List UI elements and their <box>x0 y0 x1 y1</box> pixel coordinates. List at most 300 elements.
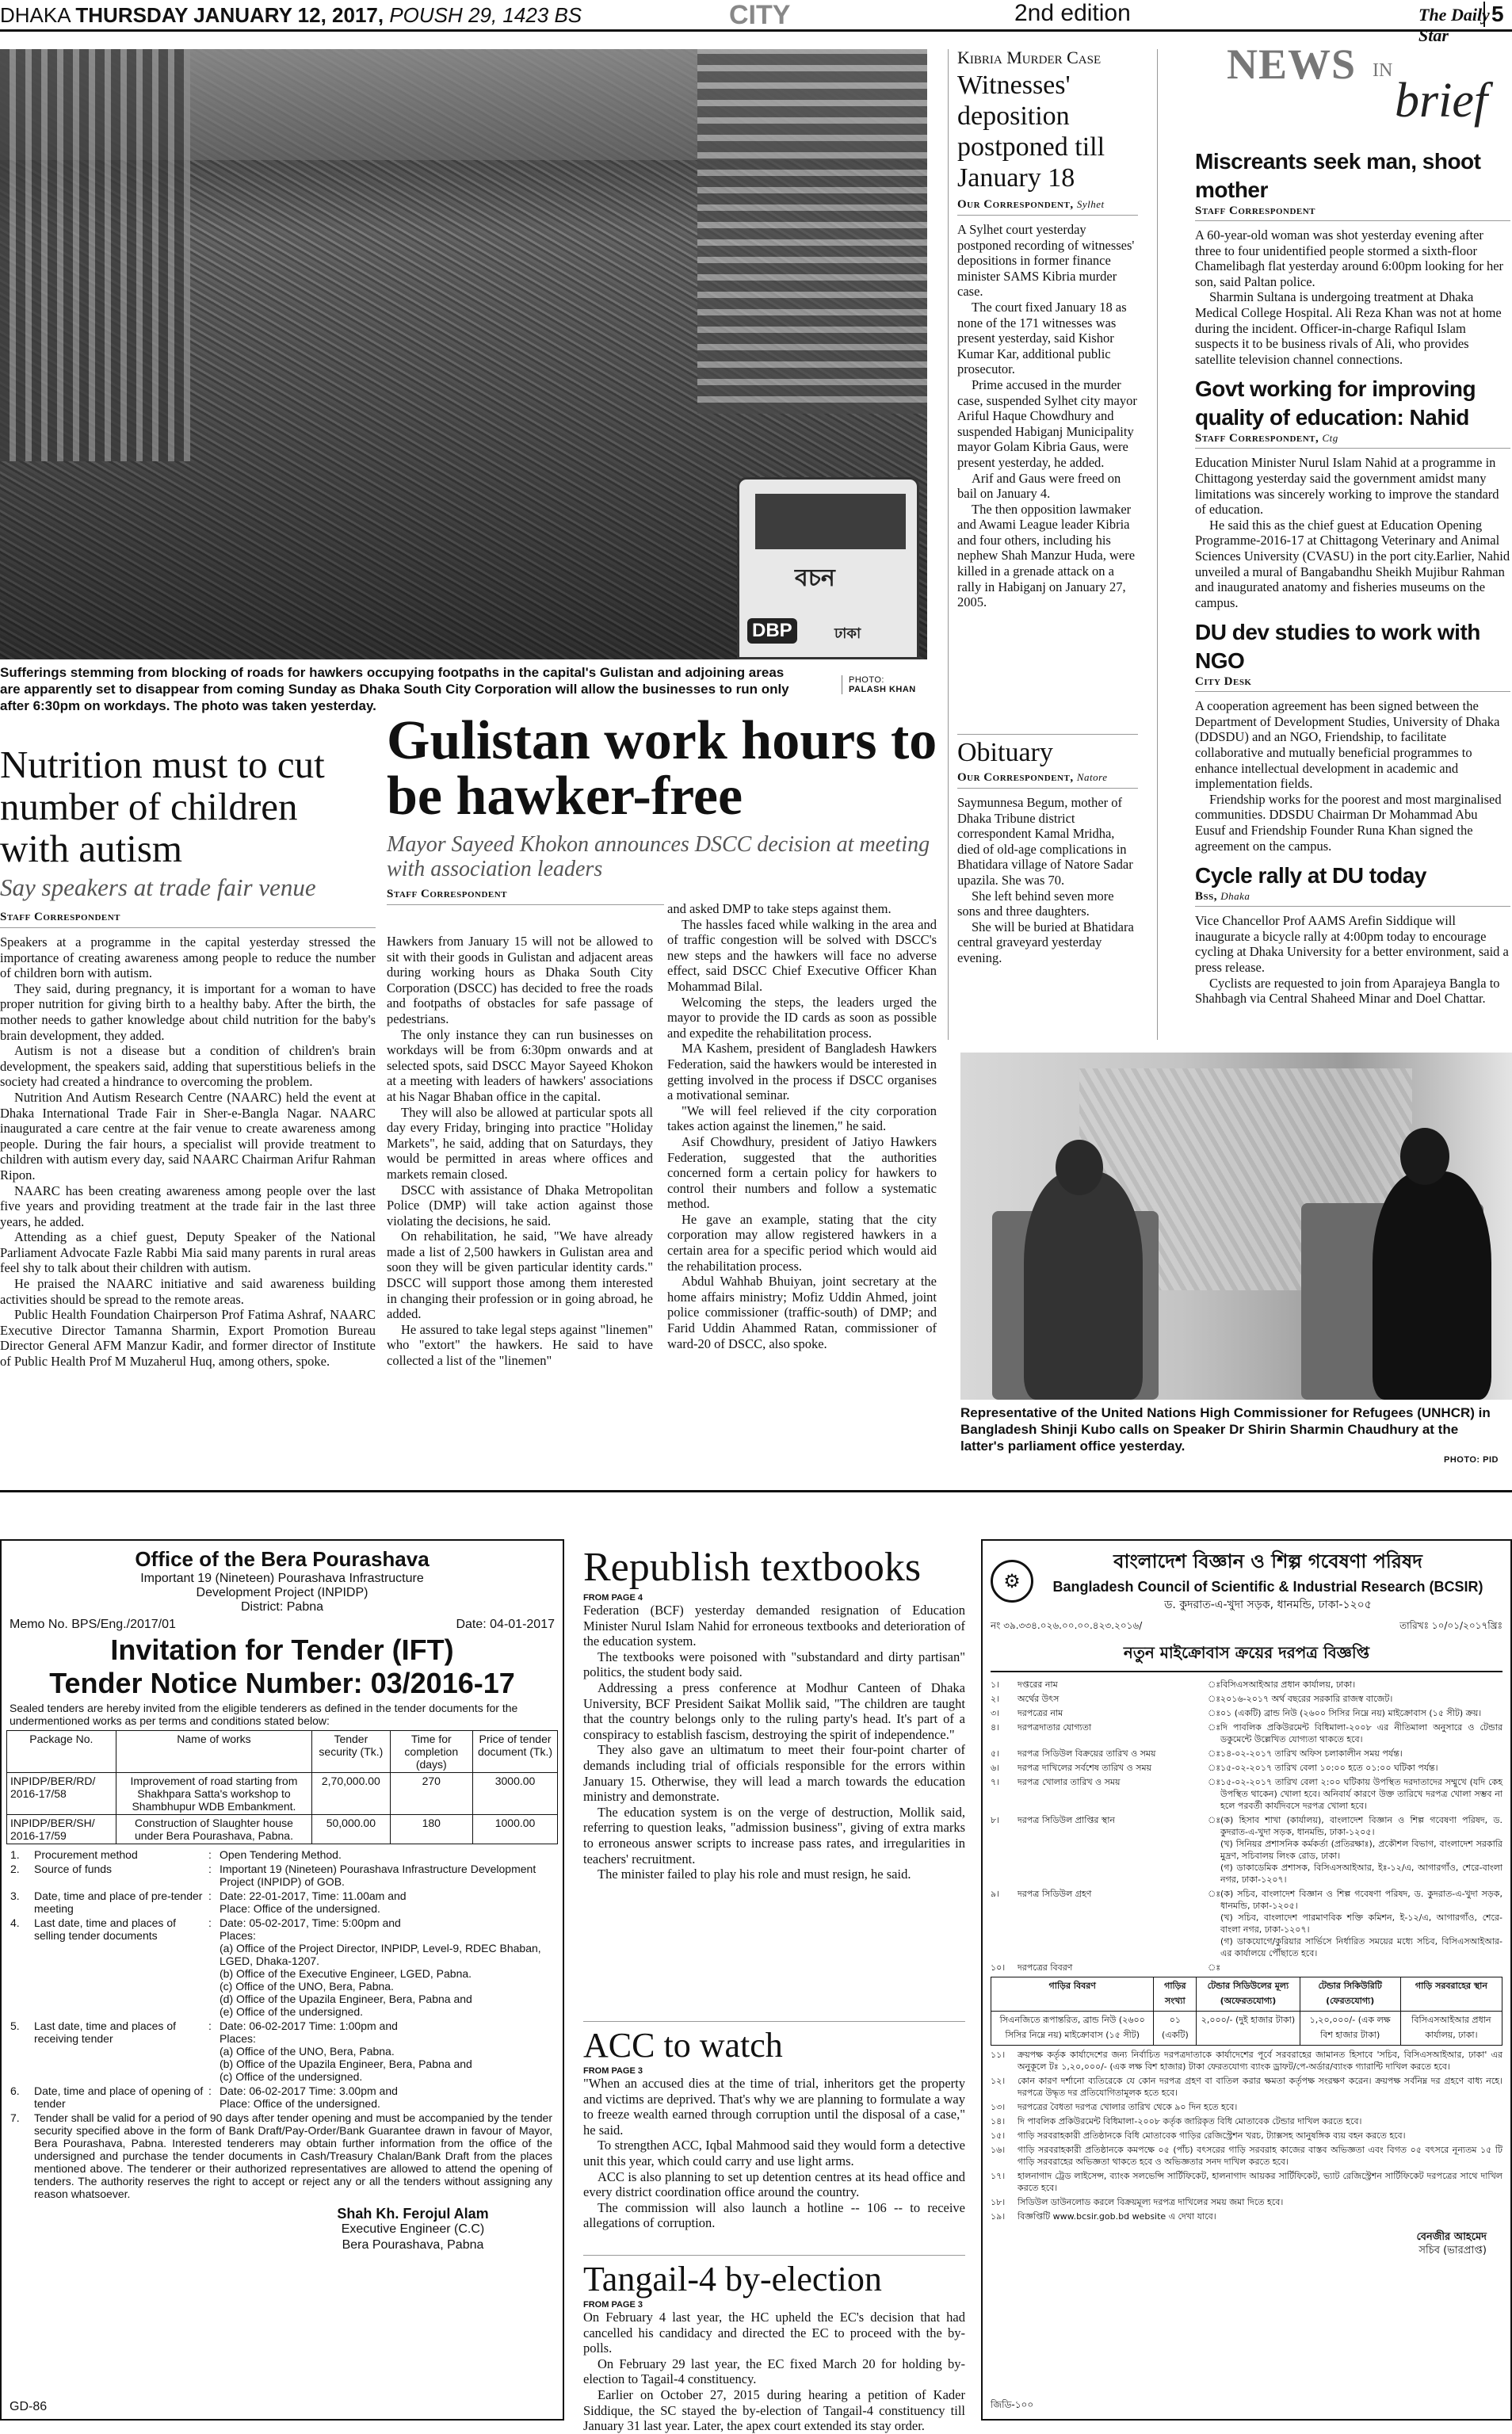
republish-paragraph: The minister failed to play his role and must resign, he said. <box>598 1867 911 1882</box>
brief-body <box>1195 227 1510 367</box>
bcsir-term-num: ১৫। <box>991 2130 1006 2141</box>
obituary-body <box>957 795 1138 966</box>
brief-paragraph: A 60-year-old woman was shot yesterday evening after three to four unidentified people stormed a sixth-floor Chamelibagh flat yesterday around 6:00pm looking for her son, said Paltan police. <box>1195 227 1504 289</box>
kibria-byline-name: Our Correspondent, <box>957 198 1074 211</box>
bcsir-row-value: (ক) হিসাব শাখা (কার্যালয়), বাংলাদেশ বিজ্ঞান ও শিল্প গবেষণা পরিষদ, ড. কুদরাত-এ-খুদা সড়ক, ধানমন্ডি, ঢাকা-১২০৫। (খ) সিনিয়র প্রশাসনিক কর্মকর্তা (প্রতিরক্ষাঃ), প্রকৌশল বিভাগ, বাংলাদেশ সরকারি মুদ্রণ, সচিবালয় লিংক রোড, ঢাকা। (গ) ডাকাডেমিক প্রশাসক, বিসিএসআইআর, ইঃ-১২/এ, আগারগাঁও, শেরে-বাংলা নগর, ঢাকা-১২০৭। <box>1220 1815 1502 1885</box>
kibria-paragraph: The then opposition lawmaker and Awami League leader Kibria and four others, including his nephew Shah Manzur Huda, were killed in a grenade attack on a rally in Habiganj on January 27, 2005. <box>957 501 1136 610</box>
obituary-paragraph: She will be buried at Bhatidara central graveyard yesterday evening. <box>957 919 1134 965</box>
republish-paragraph: Addressing a press conference at Modhur Canteen of Dhaka University, BCF President Saikat Mollik said, "The children are taught that the country belongs only to the ruling party's head. It's part of a conspiracy to establish fascism, destroying the spirit of independence." <box>583 1679 965 1742</box>
bcsir-sign-title: সচিব (ভারপ্রাপ্ত) <box>1418 2245 1487 2256</box>
bcsir-table-cell: বিসিএসআইআর প্রধান কার্যালয়, ঢাকা। <box>1400 2012 1502 2046</box>
bcsir-row-num: ৬। <box>991 1763 1000 1773</box>
bus-plate: DBP <box>747 618 797 644</box>
section-name: CITY <box>729 0 791 30</box>
bcsir-row-num: ৫। <box>991 1748 1000 1759</box>
tender-cell: 1000.00 <box>473 1815 558 1844</box>
bcsir-row <box>991 1707 1502 1719</box>
brief-byline-name: City Desk <box>1195 675 1252 689</box>
brief-byline-name: Bss, <box>1195 890 1217 904</box>
ads-top-rule <box>0 1490 1512 1492</box>
republish-body <box>583 1603 965 1882</box>
bcsir-row-num: ৯। <box>991 1889 1000 1899</box>
bcsir-term-text: কোন কারণ দর্শানো ব্যতিরেকে যে কোন দরপত্র গ্রহণ বা বাতিল করার ক্ষমতা কর্তৃপক্ষ সংরক্ষণ করেন। ক্রয়পক্ষ সর্বনিম্ন দর গ্রহণে বাধ্য নহে। দরপত্রে উদ্ধৃত দর প্রতিযোগিতামূলক হতে হবে। <box>1018 2076 1502 2098</box>
tender-header-cell: Price of tender document (Tk.) <box>473 1731 558 1773</box>
tender-item-label: Source of funds <box>34 1863 113 1875</box>
bcsir-term <box>991 2210 1502 2222</box>
tender-item <box>8 1847 555 1862</box>
republish-paragraph: The education system is on the verge of destruction, Mollik said, referring to question leaks, "admission business", giving of extra marks to erroneous answer scripts to increase pass rates, and irregularities in teachers' recruitment. <box>583 1804 965 1867</box>
bcsir-term-num: ১১। <box>991 2050 1006 2060</box>
obituary-byline-name: Our Correspondent, <box>957 771 1074 784</box>
edition-label: 2nd edition <box>1014 0 1131 26</box>
brief-paragraph: Education Minister Nurul Islam Nahid at a programme in Chittagong yesterday said the government amidst many limitations was sincerely working to improve the standard of education. <box>1195 455 1499 518</box>
bcsir-row-value: ১৫-০২-২০১৭ তারিখ বেলা ১০:০০ হতে ০১:০০ ঘটিকা পর্যন্ত। <box>1220 1763 1438 1773</box>
bcsir-term <box>991 2049 1502 2073</box>
bcsir-row <box>991 1679 1502 1691</box>
tender-item <box>8 2111 555 2201</box>
gulistan-paragraph: He assured to take legal steps against "linemen" who "extort" the hawkers. He said to have collected a list of the "linemen" <box>387 1321 653 1369</box>
tender-sign-title: Executive Engineer (C.C) <box>341 2222 485 2236</box>
brief-headline: Cycle rally at DU today <box>1195 863 1426 888</box>
bcsir-term-text: বিজ্ঞপ্তিটি www.bcsir.gob.bd website এ দেখা যাবে। <box>1018 2211 1216 2222</box>
brief-item <box>1195 147 1510 367</box>
bcsir-row-label: দরপত্র সিডিউল গ্রহণ <box>1018 1889 1092 1899</box>
kibria-byline-place: Sylhet <box>1076 198 1105 210</box>
news-brief-items <box>1195 147 1510 1014</box>
tender-item <box>8 2084 555 2111</box>
bcsir-row-colon: ঃ <box>1208 1722 1221 1733</box>
tender-sign-office: Bera Pourashava, Pabna <box>342 2238 484 2252</box>
bcsir-row-value: ২০১৬-২০১৭ অর্থ বছরের সরকারি রাজস্ব বাজেট। <box>1220 1694 1393 1704</box>
tender-cell: 3000.00 <box>473 1773 558 1815</box>
gulistan-paragraph: The only instance they can run businesses on workdays will be from 6:30pm onwards and at selected spots, said DSCC Mayor Sayeed Khokon at a meeting with leaders of hawkers' associations at his Nagar Bhaban office in the capital. <box>387 1026 653 1104</box>
page-number: 5 <box>1483 2 1504 27</box>
news-brief-brief: brief <box>1395 74 1488 128</box>
tender-header-cell: Package No. <box>7 1731 116 1773</box>
tender-item <box>8 2019 555 2084</box>
brief-headline: DU dev studies to work with NGO <box>1195 620 1480 674</box>
brief-headline: Govt working for improving quality of education: Nahid <box>1195 376 1476 430</box>
tender-item-value: Date: 22-01-2017, Time: 11.00am and Place: Office of the undersigned. <box>220 1890 407 1915</box>
acc-headline: ACC to watch <box>583 2026 783 2065</box>
nutrition-headline: Nutrition must to cut number of children with autism <box>0 743 325 870</box>
bcsir-term-num: ১৯। <box>991 2211 1006 2222</box>
brief-item <box>1195 375 1510 610</box>
credit-name: PALASH KHAN <box>849 685 916 694</box>
tender-items <box>8 1847 555 2201</box>
brief-byline <box>1195 675 1510 692</box>
tangail-article <box>583 2255 965 2434</box>
gulistan-paragraph: Welcoming the steps, the leaders urged the mayor to provide the ID cards as soon as possible and expedite the rehabilitation process. <box>667 994 937 1041</box>
brief-paragraph: Friendship works for the poorest and most marginalised communities. DDSDU Chairman Dr Mohammad Abu Eusuf and Friendship Founder Runa Khan signed the agreement on the campus. <box>1195 791 1502 854</box>
bcsir-table-cell: ২,০০০/- (দুই হাজার টাকা) <box>1197 2012 1300 2046</box>
tender-intro: Sealed tenders are hereby invited from the eligible tenderers as defined in the tender documents for the undermentioned works as per terms and conditions stated below: <box>10 1702 518 1727</box>
tangail-paragraph: Earlier on October 27, 2015 during hearing a petition of Kader Siddique, the SC stayed the by-election of Tangail-4 constituency till January 31 last year. Later, the apex court extended its stay order. <box>583 2386 965 2434</box>
photo-building-right <box>697 49 927 414</box>
gulistan-paragraph: "We will feel relieved if the city corporation takes action against the linemen," he said. <box>667 1102 937 1134</box>
tender-item-label: Last date, time and places of selling tender documents <box>34 1916 176 1942</box>
bcsir-notice-title: নতুন মাইক্রোবাস ক্রয়ের দরপত্র বিজ্ঞপ্তি <box>991 1641 1502 1672</box>
bcsir-row-value: ১৫-০২-২০১৭ তারিখ বেলা ২:০০ ঘটিকায় উপস্থিত দরদাতাদের সম্মুখে (যদি কেহ উপস্থিত থাকেন) খোলা হবে। অনিবার্য কারণে উক্ত তারিখে দরপত্র খোলা সম্ভব না হলে পরবর্তী কার্যদিবসে দরপত্র খোলা হবে। <box>1220 1777 1502 1811</box>
photo-person-speaker <box>1024 1171 1143 1400</box>
bcsir-notice <box>981 1539 1512 2421</box>
bcsir-row-value <box>1220 1962 1502 1974</box>
brief-byline-place: Dhaka <box>1220 890 1250 903</box>
kibria-kicker: Kibria Murder Case <box>957 48 1102 67</box>
brief-divider <box>1157 49 1158 1040</box>
bcsir-term <box>991 2101 1502 2113</box>
tender-cell: 270 <box>390 1773 473 1815</box>
street-photo <box>0 49 927 659</box>
bcsir-row-label: অর্থের উৎস <box>1018 1694 1060 1704</box>
bcsir-table-header: টেন্ডার সিডিউলের মূল্য (অফেরতযোগ্য) <box>1197 1977 1300 2012</box>
tender-notice <box>0 1539 564 2421</box>
bcsir-title-bn: বাংলাদেশ বিজ্ঞান ও শিল্প গবেষণা পরিষদ <box>1113 1550 1422 1572</box>
bcsir-row-num: ২। <box>991 1694 1000 1704</box>
brief-item <box>1195 862 1510 1007</box>
acc-paragraph: To strengthen ACC, Iqbal Mahmood said they would form a detective unit this year, which could carry and use light arms. <box>583 2138 965 2168</box>
dateline <box>0 3 582 28</box>
kibria-article <box>957 48 1138 610</box>
acc-paragraph: ACC is also planning to set up detention centres at its head office and every district coordination office around the country. <box>583 2168 965 2200</box>
republish-paragraph: They also gave an ultimatum to meet their four-point charter of demands including trial of officials responsible for the errors within January 15. Otherwise, they will lead a march towards the education ministry and demonstrate. <box>583 1742 965 1805</box>
tender-item-num: 6. <box>10 2084 20 2097</box>
bcsir-row <box>991 1693 1502 1705</box>
unhcr-caption: Representative of the United Nations High Commissioner for Refugees (UNHCR) in Bangladesh Shinji Kubo calls on Speaker Dr Shirin Sharmin Chaudhury at the latter's parliament office yesterday. <box>960 1405 1491 1454</box>
brief-item <box>1195 618 1510 854</box>
bcsir-row <box>991 1748 1502 1760</box>
nutrition-article <box>0 743 376 1370</box>
tender-cell: INPIDP/BER/RD/ 2016-17/58 <box>7 1773 116 1815</box>
dateline-date: THURSDAY JANUARY 12, 2017, <box>75 3 384 27</box>
tender-cell: 2,70,000.00 <box>312 1773 390 1815</box>
bcsir-table-cell: সিএনজিতে রূপান্তরিত, ব্রান্ড নিউ (২৬০০ সিসির নিম্নে নয়) মাইক্রোবাস (১৫ সীট) <box>991 2012 1154 2046</box>
bcsir-row <box>991 1776 1502 1812</box>
brief-byline <box>1195 204 1510 221</box>
tender-cell: 50,000.00 <box>312 1815 390 1844</box>
photo-bus <box>737 477 919 659</box>
republish-paragraph: Federation (BCF) yesterday demanded resignation of Education Minister Nurul Islam Nahid for erroneous textbooks and deterioration of the education system. <box>583 1603 965 1649</box>
masthead <box>0 0 1512 45</box>
nutrition-byline: Staff Correspondent <box>0 911 376 928</box>
tangail-from: FROM PAGE 3 <box>583 2300 643 2310</box>
bcsir-table-header: গাড়ির সংখ্যা <box>1154 1977 1197 2012</box>
nutrition-paragraph: He praised the NAARC initiative and said awareness building activities should be spread to the remote areas. <box>0 1276 376 1307</box>
brief-paragraph: Sharmin Sultana is undergoing treatment at Dhaka Medical College Hospital. Ali Reza Khan was not at home during the incident. Officer-in-charge Rafiqul Islam suspects it to be business rivals of Ali, who provides satellite television channel connections. <box>1195 289 1502 367</box>
bcsir-row-label: দরপত্রের নাম <box>1018 1708 1063 1718</box>
tender-item-label: Procurement method <box>34 1848 138 1861</box>
gulistan-paragraph: On rehabilitation, he said, "We have already made a list of 2,500 hawkers in Gulistan area and soon they will be given particular identity cards." DSCC will support those among them interested in changing their profession or in going abroad, he added. <box>387 1228 653 1322</box>
photo-person-kubo-head <box>1400 1128 1449 1185</box>
kibria-paragraph: Prime accused in the murder case, suspended Sylhet city mayor Ariful Haque Chowdhury and suspended Habiganj Municipality mayor Golam Kibria Gaus, were present yesterday, he added. <box>957 376 1137 470</box>
photo-person-kubo <box>1373 1171 1491 1400</box>
gulistan-paragraph: Abdul Wahhab Bhuiyan, joint secretary at the home affairs ministry; Mofiz Uddin Ahmed, joint police commissioner (traffic-south) of DMP; and Farid Uddin Ahammed Ratan, commissioner of ward-20 of DSCC, also spoke. <box>667 1274 937 1351</box>
nutrition-paragraph: They said, during pregnancy, it is important for a woman to have proper nutrition for giving birth to a healthy baby. After the birth, the mother needs to gather knowledge about child nutrition for the baby's brain development, they added. <box>0 980 376 1043</box>
tender-header-cell: Tender security (Tk.) <box>312 1731 390 1773</box>
tender-district: District: Pabna <box>240 1600 324 1614</box>
street-photo-credit <box>842 675 921 694</box>
gulistan-headline: Gulistan work hours to be hawker-free <box>387 710 937 827</box>
tender-header-cell: Name of works <box>116 1731 312 1773</box>
gulistan-column-2 <box>667 901 937 1351</box>
republish-from: FROM PAGE 4 <box>583 1593 643 1603</box>
news-brief-news: NEWS <box>1227 40 1357 88</box>
acc-from: FROM PAGE 3 <box>583 2066 643 2076</box>
bcsir-term-text: দি পাবলিক প্রকিউরমেন্ট বিধিমালা-২০০৮ কর্তৃক জারিকৃত বিধি মোতাবেক টেন্ডার দাখিল করতে হবে। <box>1018 2116 1362 2126</box>
bcsir-row-num: ৩। <box>991 1708 1000 1718</box>
tender-item <box>8 1916 555 2019</box>
bcsir-row <box>991 1814 1502 1886</box>
obituary-article <box>957 734 1138 966</box>
bcsir-row-colon: ঃ <box>1208 1889 1221 1899</box>
brief-paragraph: Cyclists are requested to join from Aparajeya Bangla to Shahbagh via Central Shaheed Minar and Doel Chattar. <box>1195 975 1500 1007</box>
kibria-byline <box>957 198 1138 216</box>
tender-item-colon: : <box>208 1848 212 1861</box>
bcsir-table-header: গাড়ি সরবরাহের স্থান <box>1400 1977 1502 2012</box>
tender-item-colon: : <box>208 2019 212 2032</box>
nutrition-body <box>0 934 376 1370</box>
tender-cell: Improvement of road starting from Shakhpara Satta's workshop to Shambhupur WDB Embankment. <box>116 1773 312 1815</box>
tender-item <box>8 1862 555 1889</box>
obituary-paragraph: She left behind seven more sons and three daughters. <box>957 888 1114 919</box>
bcsir-title-en: Bangladesh Council of Scientific & Industrial Research (BCSIR) <box>1052 1579 1483 1595</box>
bcsir-row <box>991 1888 1502 1959</box>
nutrition-paragraph: Nutrition And Autism Research Centre (NAARC) held the event at Dhaka International Trade Fair in Sher-e-Bangla Nagar. NAARC inaugurated a care centre at the fair venue to create awareness among people. During the fair hours, a specialist will provide treatment to children with autism every day, said NAARC Chairman Arifur Rahman Ripon. <box>0 1089 376 1183</box>
bcsir-row-label: দরপত্র সিডিউল বিক্রয়ের তারিখ ও সময় <box>1018 1748 1156 1759</box>
bcsir-term-num: ১৩। <box>991 2102 1006 2112</box>
bcsir-row-label: দরপত্রদাতার যোগ্যতা <box>1018 1722 1092 1733</box>
bcsir-term-text: সিডিউল ডাউনলোড করলে বিক্রয়মূল্য দরপত্র দাখিলের সময় জমা দিতে হবে। <box>1018 2197 1284 2207</box>
column-divider <box>948 49 949 1040</box>
tender-item-num: 5. <box>10 2019 20 2032</box>
bcsir-term-num: ১২। <box>991 2076 1006 2086</box>
tender-item-num: 4. <box>10 1916 20 1929</box>
bcsir-row-colon: ঃ <box>1208 1763 1221 1773</box>
tender-header-cell: Time for completion (days) <box>390 1731 473 1773</box>
nutrition-paragraph: Attending as a chief guest, Deputy Speaker of the National Parliament Advocate Fazle Rabbi Mia said many parents in rural areas feel shy to talk about their children with autism. <box>0 1229 376 1276</box>
unhcr-credit: PHOTO: PID <box>1444 1455 1499 1465</box>
brief-byline-place: Ctg <box>1322 432 1338 445</box>
bcsir-row-colon: ঃ <box>1208 1694 1221 1704</box>
bcsir-row-num: ৭। <box>991 1777 1000 1787</box>
bcsir-term <box>991 2075 1502 2099</box>
tender-item-value: Open Tendering Method. <box>220 1848 342 1861</box>
tender-cell: INPIDP/BER/SH/ 2016-17/59 <box>7 1815 116 1844</box>
street-photo-caption: Sufferings stemming from blocking of roads for hawkers occupying footpaths in the capital's Gulistan and adjoining areas are apparently set to disappear from coming Sunday as Dhaka South City Corporation will allow the businesses to run only after 6:30pm on workdays. The photo was taken yesterday. <box>0 665 789 713</box>
dateline-bengali: POUSH 29, 1423 BS <box>389 3 582 27</box>
bcsir-term-text: গাড়ি সরবরাহকারী প্রতিষ্ঠানকে বিধি মোতাবেক গাড়ির রেজিস্ট্রেশন খরচ, ট্যাক্সসহ আনুষঙ্গিক ব্যয় বহন করতে হবে। <box>1018 2130 1406 2141</box>
bcsir-term <box>991 2196 1502 2208</box>
nutrition-paragraph: Speakers at a programme in the capital yesterday stressed the importance of creating awareness among people to reduce the number of children born with autism. <box>0 934 376 981</box>
kibria-body <box>957 222 1138 610</box>
brief-body <box>1195 913 1510 1007</box>
kibria-paragraph: The court fixed January 18 as none of the 171 witnesses was present yesterday, said Kishor Kumar Kar, additional public prosecutor. <box>957 299 1127 377</box>
bcsir-term-num: ১৪। <box>991 2116 1006 2126</box>
tender-item-colon: : <box>208 1863 212 1875</box>
tender-item-num: 2. <box>10 1863 20 1875</box>
photo-person-speaker-head <box>1056 1140 1103 1195</box>
kibria-paragraph: Arif and Gaus were freed on bail on January 4. <box>957 470 1121 502</box>
obituary-headline: Obituary <box>957 734 1138 768</box>
bcsir-row-value: ১৪-০২-২০১৭ তারিখ অফিস চলাকালীন সময় পর্যন্ত। <box>1220 1748 1403 1759</box>
brief-byline <box>1195 432 1510 449</box>
bcsir-term-text: গাড়ি সরবরাহকারী প্রতিষ্ঠানকে কমপক্ষে ০৫ (পাঁচ) বৎসরের গাড়ি সরবরাহ কাজের বাস্তব অভিজ্ঞতা এবং বিগত ০৫ বৎসরে নূন্যতম ১৫ টি গাড়ি সরবরাহের অভিজ্ঞতা থাকতে হবে ও অভিজ্ঞতার সনদ দাখিল করতে হবে। <box>1018 2145 1502 2167</box>
tender-item-colon: : <box>208 1890 212 1902</box>
bcsir-logo: ⚙ <box>991 1560 1033 1603</box>
bcsir-term-text: দরপত্রের বৈধতা দরপত্র খোলার তারিখ থেকে ৯০ দিন হতে হবে। <box>1018 2102 1238 2112</box>
tender-row <box>7 1773 558 1815</box>
unhcr-photo <box>960 1053 1512 1400</box>
credit-label: PHOTO: <box>849 675 884 685</box>
acc-article <box>583 2021 965 2231</box>
bcsir-row-label: দপ্তরের নাম <box>1018 1679 1058 1690</box>
bcsir-row-colon: ঃ <box>1208 1962 1221 1973</box>
tender-project-1: Important 19 (Nineteen) Pourashava Infrastructure <box>140 1572 424 1585</box>
tender-project-2: Development Project (INPIDP) <box>196 1586 368 1599</box>
obituary-byline <box>957 771 1138 789</box>
republish-paragraph: The textbooks were poisoned with "substandard and dirty partisan" politics, the student body said. <box>583 1649 965 1680</box>
bcsir-table-cell: ১,২০,০০০/- (এক লক্ষ বিশ হাজার টাকা) <box>1300 2012 1400 2046</box>
tender-item-label: Date, time and place of opening of tender <box>34 2084 204 2110</box>
tender-title: Invitation for Tender (IFT) <box>110 1633 454 1666</box>
bcsir-table <box>991 1977 1502 2046</box>
acc-paragraph: The commission will also launch a hotline -- 106 -- to receive allegations of corruption. <box>583 2199 965 2231</box>
tender-item-num: 3. <box>10 1890 20 1902</box>
tender-date: Date: 04-01-2017 <box>456 1618 555 1631</box>
tangail-paragraph: On February 4 last year, the HC upheld the EC's decision that had cancelled his candidacy and directed the EC to proceed with the by-polls. <box>583 2310 965 2356</box>
bcsir-code: জিডি-১০০ <box>991 2399 1034 2410</box>
bcsir-term <box>991 2115 1502 2127</box>
bcsir-row <box>991 1962 1502 1974</box>
tender-memo: Memo No. BPS/Eng./2017/01 <box>10 1618 176 1631</box>
tender-item-num: 1. <box>10 1848 20 1861</box>
bcsir-table-header: টেন্ডার সিকিউরিটি (ফেরতযোগ্য) <box>1300 1977 1400 2012</box>
brief-paragraph: He said this as the chief guest at Education Opening Programme-2016-17 at Chittagong Veterinary and Animal Sciences University (CVASU) in the port city.Earlier, Nahid unveiled a mural of Bangabandhu Sheikh Mujibur Rahman and inaugurated anatomy and fisheries museums on the campus. <box>1195 517 1510 610</box>
bcsir-term <box>991 2170 1502 2194</box>
republish-headline: Republish textbooks <box>583 1545 922 1590</box>
nutrition-paragraph: Autism is not a disease but a condition of children's brain development, the speakers said, adding that superstitious beliefs in the society had created a hindrance to overcoming the problem. <box>0 1043 376 1090</box>
bcsir-table-cell: ০১ (একটি) <box>1154 2012 1197 2046</box>
tender-cell: 180 <box>390 1815 473 1844</box>
bcsir-row-num: ৮। <box>991 1815 1000 1825</box>
brief-body <box>1195 698 1510 854</box>
gulistan-byline: Staff Correspondent <box>387 888 664 905</box>
bcsir-row-label: দরপত্র সিডিউল প্রাপ্তির স্থান <box>1018 1815 1115 1825</box>
brief-body <box>1195 455 1510 610</box>
tender-item-value: Date: 05-02-2017, Time: 5:00pm and Places: (a) Office of the Project Director, INPIDP, Level-9, RDEC Bhaban, LGED, Dhaka-1207. (b) Office of the Executive Engineer, LGED, Pabna. (c) Office of the UNO, Bera, Pabna. (d) Office of the Upazila Engineer, Bera, Pabna and (e) Office of the undersigned. <box>220 1916 541 2018</box>
nutrition-paragraph: NAARC has been creating awareness among people over the last five years and providing treatment at the trade fair in the last three years, he added. <box>0 1183 376 1229</box>
kibria-paragraph: A Sylhet court yesterday postponed recording of witnesses' depositions in former finance minister SAMS Kibria murder case. <box>957 222 1135 300</box>
bcsir-term <box>991 2130 1502 2142</box>
bcsir-address: ড. কুদরাত-এ-খুদা সড়ক, ধানমন্ডি, ঢাকা-১২০৫ <box>1164 1599 1372 1611</box>
tender-table <box>6 1730 558 1844</box>
tender-item-text: Tender shall be valid for a period of 90 days after tender opening and must be accompanied by the tender security specified above in the form of Bank Draft/Pay-Order/Bank Guarantee drawn in favour of Mayor, Bera Pourashava, Pabna. Interested tenderers may obtain further information from the office of the undersigned and purchase the tender documents in Cash/Treasury Chalan/Bank Draft from the places mentioned above. The tenderer or their authorized representatives are allowed to attend the opening of tenders. The authority reserves the right to accept or reject any or all the tenders without assigning any reason whatsoever. <box>34 2111 552 2200</box>
gulistan-paragraph: Asif Chowdhury, president of Jatiyo Hawkers Federation, suggested that the authorities concerned form a certain policy for hawkers to control their numbers and follow a systematic method. <box>667 1133 937 1212</box>
brief-byline <box>1195 890 1510 907</box>
brief-byline-name: Staff Correspondent, <box>1195 432 1319 445</box>
gulistan-paragraph: The hassles faced while walking in the area and of traffic congestion will be solved with DSCC's new steps and the hawkers will face no adverse effect, said DSCC Chief Executive Officer Khan Mohammad Bilal. <box>667 916 937 994</box>
acc-paragraph: "When an accused dies at the time of trial, inheritors get the property and victims are deprived. That's why we are planning to formulate a way to freeze wealth earned through corruption until the disposal of a case," he said. <box>583 2076 965 2138</box>
bcsir-term <box>991 2144 1502 2168</box>
bcsir-row-colon: ঃ <box>1208 1815 1221 1825</box>
bcsir-row-label: দরপত্র খোলার তারিখ ও সময় <box>1018 1777 1121 1787</box>
bcsir-row <box>991 1721 1502 1745</box>
bus-sign: বচন <box>795 565 835 591</box>
paper-logo: The Daily Star <box>1418 5 1490 45</box>
tender-item-num: 7. <box>10 2111 20 2124</box>
bcsir-row-colon: ঃ <box>1208 1679 1221 1690</box>
bcsir-table-header: গাড়ির বিবরণ <box>991 1977 1154 2012</box>
bcsir-row-value: বিসিএসআইআর প্রধান কার্যালয়, ঢাকা। <box>1220 1679 1356 1690</box>
brief-headline: Miscreants seek man, shoot mother <box>1195 149 1481 202</box>
bcsir-row-value: ০১ (একটি) ব্রান্ড নিউ (২৬০০ সিসির নিম্নে নয়) মাইক্রোবাস (১৫ সীট) ক্রয়। <box>1220 1708 1482 1718</box>
gulistan-article <box>387 710 961 905</box>
bcsir-terms <box>983 2049 1510 2222</box>
tender-sign-name: Shah Kh. Ferojul Alam <box>337 2206 489 2222</box>
bus-windshield <box>755 494 906 549</box>
acc-body <box>583 2076 965 2231</box>
bcsir-row-num: ১০। <box>991 1962 1006 1973</box>
brief-paragraph: A cooperation agreement has been signed between the Department of Development Studies, University of Dhaka (DDSDU) and an NGO, Friendship, to facilitate collaborative and mutually beneficial programmes to enhance intellectual development in academic and implementation fields. <box>1195 698 1500 792</box>
tender-office: Office of the Bera Pourashava <box>135 1547 430 1571</box>
tender-row <box>7 1815 558 1844</box>
bcsir-row-colon: ঃ <box>1208 1708 1221 1718</box>
bcsir-term-text: ক্রয়পক্ষ কর্তৃক কার্যাদেশের জন্য নির্বাচিত দরপত্রদাতাকে কার্যাদেশের পূর্বে সরবরাহের জামানত হিসাবে 'সচিব, বিসিএসআইআর, ঢাকা' এর অনুকূলে টঃ ১,২০,০০০/- (এক লক্ষ বিশ হাজার) টাকা ফেরতযোগ্য ব্যাংক ড্রাফট/পে-অর্ডার/ব্যাংক গ্যারান্টি দাখিল করতে হবে। <box>1018 2050 1502 2072</box>
obituary-byline-place: Natore <box>1076 771 1108 783</box>
tender-item-label: Last date, time and places of receiving tender <box>34 2019 176 2045</box>
tender-item-value: Date: 06-02-2017 Time: 3.00pm and Place: Office of the undersigned. <box>220 2084 398 2110</box>
nutrition-paragraph: Public Health Foundation Chairperson Prof Fatima Ashraf, NAARC Executive Director Tamanna Sharmin, Export Promotion Bureau Director General AFM Manzur Kadir, and former director of Institute of Public Health Prof M Muzaherul Huq, among others, spoke. <box>0 1307 376 1370</box>
news-brief-header <box>1195 38 1512 141</box>
tender-item-value: Important 19 (Nineteen) Pourashava Infrastructure Development Project (INPIDP) of GOB. <box>220 1863 536 1888</box>
bcsir-row-colon: ঃ <box>1208 1748 1221 1759</box>
gulistan-paragraph: and asked DMP to take steps against them. <box>667 901 892 916</box>
tender-item-label: Date, time and place of pre-tender meeting <box>34 1890 203 1915</box>
gulistan-subhead: Mayor Sayeed Khokon announces DSCC decision at meeting with association leaders <box>387 832 930 881</box>
tangail-headline: Tangail-4 by-election <box>583 2260 882 2298</box>
obituary-paragraph: Saymunnesa Begum, mother of Dhaka Tribune district correspondent Kamal Mridha, died of old-age complications in Bhatidara village of Natore Sadar upazila. She was 70. <box>957 795 1133 888</box>
bcsir-row-value: (ক) সচিব, বাংলাদেশ বিজ্ঞান ও শিল্প গবেষণা পরিষদ, ড. কুদরাত-এ-খুদা সড়ক, ধানমন্ডি, ঢাকা-১২০৫। (খ) সচিব, বাংলাদেশ পারমাণবিক শক্তি কমিশন, ই-১২/এ, আগারগাঁও, শেরে-বাংলা নগর, ঢাকা-১২০৭। (গ) ডাকযোগে/কুরিয়ার সার্ভিসে নির্ধারিত সময়ের মধ্যে সচিব, বিসিএসআইআর-এর কার্যালয়ে পৌঁছাতে হবে। <box>1220 1889 1502 1958</box>
tender-item-value: Date: 06-02-2017 Time: 1:00pm and Places: (a) Office of the UNO, Bera, Pabna. (b) Office of the Upazila Engineer, Bera, Pabna and (c) Office of the undersigned. <box>220 2019 472 2083</box>
tender-cell: Construction of Slaughter house under Bera Pourashava, Pabna. <box>116 1815 312 1844</box>
bcsir-term-text: হালনাগাদ ট্রেড লাইসেন্স, ব্যাংক সলভেন্সি সার্টিফিকেট, হালনাগাদ আয়কর সার্টিফিকেট, ভ্যাট রেজিস্ট্রেশন সার্টিফিকেট দরপত্রের সাথে দাখিল করতে হবে। <box>1018 2171 1502 2193</box>
bcsir-term-num: ১৬। <box>991 2145 1006 2155</box>
bcsir-row-colon: ঃ <box>1208 1777 1221 1787</box>
bcsir-term-num: ১৮। <box>991 2197 1006 2207</box>
bcsir-rows <box>983 1679 1510 1974</box>
bus-side-text: ঢাকা <box>834 625 861 641</box>
bcsir-term-num: ১৭। <box>991 2171 1006 2181</box>
tender-notice-number: Tender Notice Number: 03/2016-17 <box>49 1667 515 1699</box>
bcsir-row-num: ১। <box>991 1679 1000 1690</box>
brief-byline-name: Staff Correspondent <box>1195 204 1316 217</box>
news-brief-in: IN <box>1373 60 1393 81</box>
bcsir-row-label: দরপত্রের বিবরণ <box>1018 1962 1073 1973</box>
kibria-headline: Witnesses' deposition postponed till January 18 <box>957 71 1105 193</box>
nutrition-subhead: Say speakers at trade fair venue <box>0 873 316 901</box>
bcsir-date: তারিখঃ ১০/০১/২০১৭খ্রিঃ <box>1399 1620 1502 1631</box>
bcsir-row <box>991 1762 1502 1774</box>
bcsir-row-num: ৪। <box>991 1722 1000 1733</box>
gulistan-paragraph: They will also be allowed at particular spots all day every Friday, bringing into practice "Holiday Markets", he said, adding that on Saturdays, they would be permitted in areas where offices and markets remain closed. <box>387 1104 653 1182</box>
gulistan-column-1 <box>387 934 653 1369</box>
photo-building-left <box>0 49 190 461</box>
brief-paragraph: Vice Chancellor Prof AAMS Arefin Siddique will inaugurate a bicycle rally at 4:00pm today to encourage cycling at Dhaka University for a better environment, said a press release. <box>1195 913 1509 975</box>
dateline-city: DHAKA <box>0 3 71 27</box>
bcsir-memo: নং ৩৯.৩৩৪.০২৬.০০.০০.৪২৩.২০১৬/ <box>991 1620 1143 1631</box>
gulistan-paragraph: He gave an example, stating that the city corporation may allow registered hawkers in a certain area for a specific period which would aid the rehabilitation process. <box>667 1211 937 1274</box>
bcsir-row-value: দি পাবলিক প্রকিউরমেন্ট বিধিমালা-২০০৮ এর নীতিমালা অনুসারে ও টেন্ডার ডকুমেন্টে উল্লেখিত যোগ্যতা থাকতে হবে। <box>1220 1722 1502 1744</box>
